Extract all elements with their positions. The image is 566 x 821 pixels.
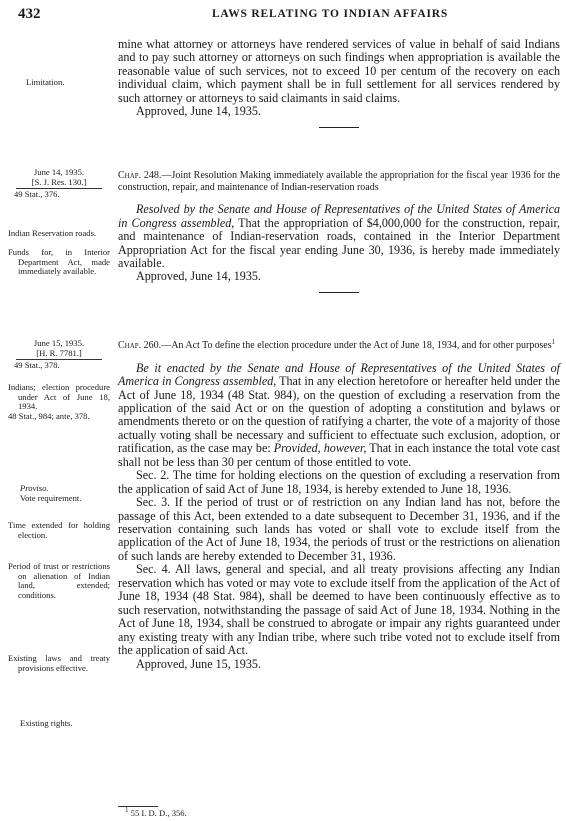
margin-note-period: Period of trust or restrictions on alienation of Indian land, extended; conditions.: [8, 561, 110, 600]
margin-note-proviso: Proviso. Vote requirement.: [20, 483, 82, 503]
section-rule: [319, 292, 359, 293]
chap248-date: June 14, 1935.: [33, 167, 85, 177]
chap248-citation-note: [8, 168, 110, 200]
approved-june-15: Approved, June 15, 1935.: [136, 656, 261, 671]
continuation-paragraph: mine what attorney or attorneys have rendered services of value in behalf of said Indians and to pay such attorney or attorneys on such findings when appropriation is available the reasonable value of such services, not to exceed 10 per centum of the recovery on each individual claim, which payment shall be in full settlement for all services rendered by such attorney or attorneys to said claimants in said claims.: [118, 37, 560, 105]
running-head: LAWS RELATING TO INDIAN AFFAIRS: [211, 8, 449, 20]
footnote-reference: 1: [551, 338, 556, 346]
margin-note-existing-rights: Existing rights.: [20, 718, 73, 728]
chap260-citation-note: [8, 339, 110, 371]
margin-note-time-extended: Time extended for holding election.: [8, 520, 110, 540]
chap248-title: [118, 170, 560, 193]
footnote-rule: [118, 806, 158, 807]
chap248-resolution-text: [118, 203, 560, 270]
page-header: [0, 6, 566, 26]
approved-june-14-a: Approved, June 14, 1935.: [136, 104, 261, 119]
margin-note-roads: Indian Reservation roads.: [8, 228, 97, 238]
chap260-title: [118, 340, 560, 352]
chap260-date: June 15, 1935.: [33, 338, 85, 348]
chap260-section-3: Sec. 3. If the period of trust or of restriction on any Indian land has not, before the passage of this Act, been extended to a date subsequent to December 31, 1936, and if the reservation containing such lands has voted or shall vote to exclude itself from the application of the Act of June 18, 1934, the periods of trust or the restrictions on alienation of such lands are hereby extended to December 31, 1936.: [118, 495, 560, 563]
chap260-stat: 49 Stat., 378.: [14, 360, 60, 370]
chap248-title-text: —Joint Resolution Making immediately available the appropriation for the fiscal year 1936 for the construction, repair, and maintenance of Indian-reservation roads: [118, 170, 560, 193]
approved-june-14-b: Approved, June 14, 1935.: [136, 269, 261, 284]
margin-note-funds: Funds for, in Interior Department Act, made immediately available.: [8, 247, 110, 276]
chap260-section-4: Sec. 4. All laws, general and special, and all treaty provisions affecting any Indian reservation which has voted or may vote to exclude itself from the application of the Act of June 18, 1934 (48 Stat. 984), shall be deemed to have been continuously effective as to such reservation, notwithstanding the passage of said Act of June 18, 1934. Nothing in the Act of June 18, 1934, shall be construed to abrogate or impair any rights guaranteed under any existing treaty with any Indian tribe, where such tribe voted not to exclude itself from the application of said Act.: [118, 562, 560, 658]
chap248-label: Chap. 248.: [118, 170, 162, 181]
footnote-mark: 1: [125, 806, 129, 814]
margin-note-election: Indians; election procedure under Act of June 18, 1934. 48 Stat., 984; ante, 378.: [8, 382, 110, 421]
section-rule: [319, 127, 359, 128]
proviso-text: Provided, however,: [273, 441, 367, 456]
chap248-resolution: [S. J. Res. 130.]: [31, 176, 87, 187]
chap260-enacting-clause: Be it enacted by the Senate and House of Representatives of the United States of America in Congress assembled,: [118, 360, 560, 389]
chap248-stat: 49 Stat., 376.: [14, 189, 60, 199]
page-number: 432: [18, 6, 41, 22]
chap260-label: Chap. 260.: [118, 340, 162, 351]
chap260-section-1: Be it enacted by the Senate and House of Representatives of the United States of America in Congress assembled, That in any election heretofore or hereafter held under the Act of June 18, 1934 (48 Stat. 984), on the question of excluding a reservation from the application of the said Act or on the question of adopting a constitution and bylaws or amendments thereto or on the question of ratifying a charter, the vote of a majority of those actually voting shall be necessary and sufficient to effectuate such exclusion, adoption, or ratification, as the case may be: Provided, however, That in each instance the total vote cast shall not be less than 30 per centum of those entitled to vote.: [118, 360, 560, 469]
chap260-block: [118, 340, 560, 671]
chap260-section-2: Sec. 2. The time for holding elections on the question of excluding a reservation from the application of said Act of June 18, 1934, is hereby extended to June 18, 1936.: [118, 468, 560, 496]
margin-note-limitation: Limitation.: [26, 77, 65, 87]
margin-note-existing-laws: Existing laws and treaty provisions effective.: [8, 653, 110, 673]
continuation-block: [118, 38, 560, 128]
chap260-title-text: —An Act To define the election procedure under the Act of June 18, 1934, and for other purposes: [161, 340, 552, 351]
chap260-bill: [H. R. 7781.]: [36, 347, 82, 358]
chap248-block: [118, 170, 560, 293]
footnote-text: 55 I. D. D., 356.: [130, 808, 187, 818]
chap248-body: That the appropriation of $4,000,000 for the construction, repair, and maintenance of Indian-reservation roads, contained in the Interior Department Appropriation Act for the fiscal year ending June 30, 1936, is hereby made immediately available.: [118, 215, 561, 270]
chap248-resolved-clause: Resolved by the Senate and House of Representatives of the United States of America in Congress assembled,: [118, 202, 560, 230]
footnote: [125, 808, 187, 818]
